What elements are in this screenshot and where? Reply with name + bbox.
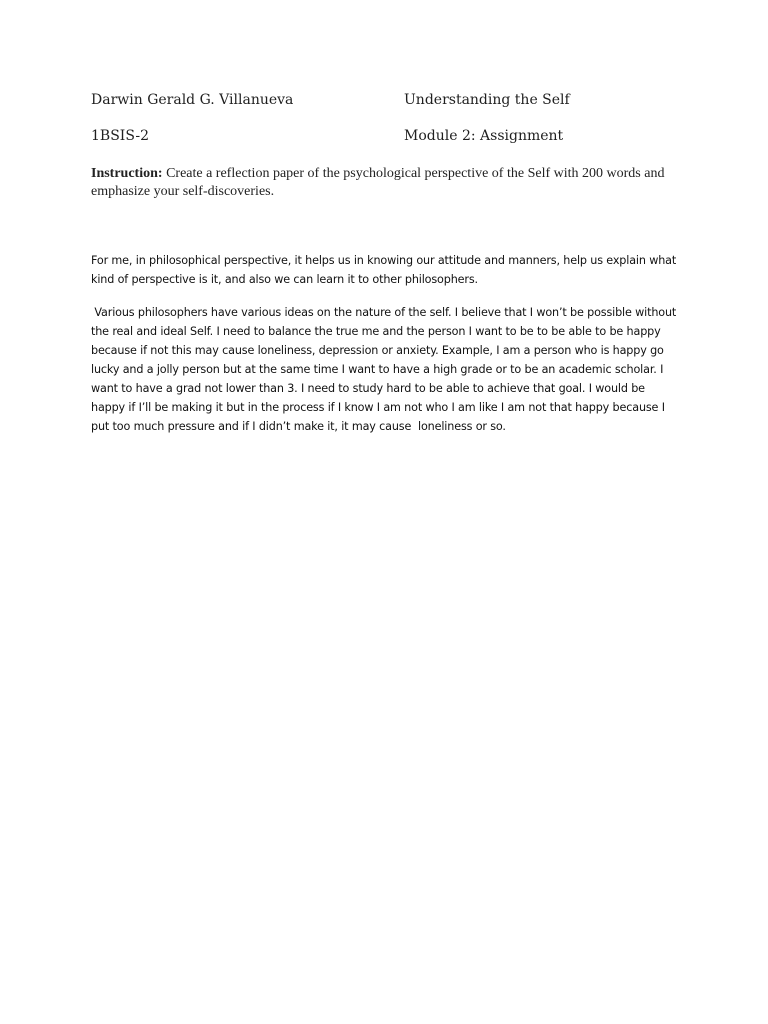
reflection-paragraph-1 <box>91 251 679 289</box>
instruction-text: Create a reflection paper of the psychological perspective of the Self with 200 words and emphasize your self-discoveries. <box>91 166 665 199</box>
instruction-label: Instruction: <box>91 166 163 181</box>
reflection-paragraph-2 <box>91 303 679 436</box>
author-name: Darwin Gerald G. Villanueva <box>91 92 294 108</box>
section-code: 1BSIS-2 <box>91 128 150 144</box>
paragraph-text: Various philosophers have various ideas on the nature of the self. I believe that I won’t be possible without the real and ideal Self. I need to balance the true me and the person I want to be to be able to be happy because if not this may cause loneliness, depression or anxiety. Example, I am a person who is happy go lucky and a jolly person but at the same time I want to have a high grade or to be an academic scholar. I want to have a grad not lower than 3. I need to study hard to be able to achieve that goal. I would be happy if I’ll be making it but in the process if I know I am not who I am like I am not that happy because I put too much pressure and if I didn’t make it, it may cause loneliness or so. <box>91 306 680 433</box>
paragraph-text: For me, in philosophical perspective, it helps us in knowing our attitude and manners, help us explain what kind of perspective is it, and also we can learn it to other philosophers. <box>91 254 677 286</box>
instruction-block <box>91 165 671 201</box>
module-title: Module 2: Assignment <box>404 128 564 144</box>
course-title: Understanding the Self <box>404 92 570 108</box>
